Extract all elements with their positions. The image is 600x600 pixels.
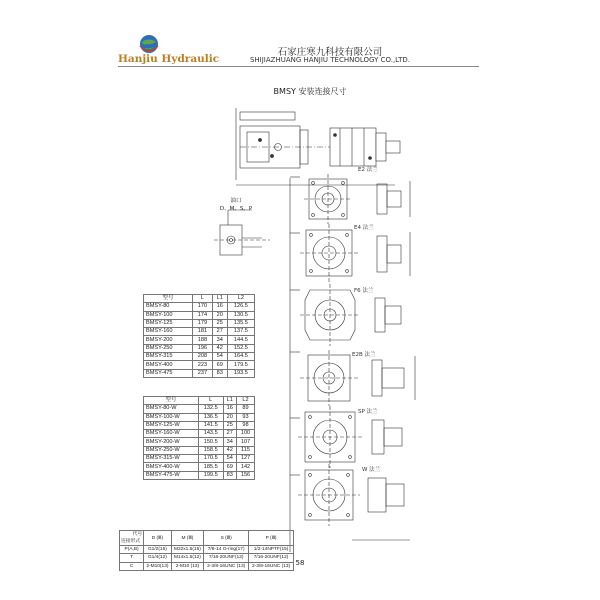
table-cell: 83 [223, 471, 236, 479]
table-row [144, 463, 255, 471]
table-header: S (Ⅲ) [204, 531, 249, 546]
table-cell: 69 [223, 463, 236, 471]
table-cell: 16 [212, 303, 227, 311]
table-row [144, 455, 255, 463]
table-row [144, 361, 255, 369]
table-cell: 143.5 [198, 430, 223, 438]
table-cell: 181 [193, 328, 213, 336]
corner-bottom-label: 连接形式 [121, 539, 141, 544]
table-cell: BMSY-475-W [144, 471, 199, 479]
table-cell: BMSY-200 [144, 336, 193, 344]
table-cell: 34 [223, 438, 236, 446]
table-cell: 185.5 [198, 463, 223, 471]
table-cell: 93 [237, 413, 255, 421]
table-header: 型号 [144, 295, 193, 303]
table-cell: 115 [237, 446, 255, 454]
port-detail-view [214, 210, 270, 255]
table-cell: 136.5 [198, 413, 223, 421]
table-row [144, 430, 255, 438]
table-cell: BMSY-400-W [144, 463, 199, 471]
flange-e4-drawing [300, 224, 410, 282]
table-cell: G1/4(12) [144, 554, 171, 562]
table-cell: BMSY-100 [144, 311, 193, 319]
table-cell: 223 [193, 361, 213, 369]
table-cell: BMSY-160 [144, 328, 193, 336]
table-cell: 89 [237, 405, 255, 413]
table-cell: 7/8-14 O-ring(17) [204, 546, 249, 554]
table-row [144, 344, 255, 352]
table-cell: BMSY-250 [144, 344, 193, 352]
motor-body-view [330, 128, 400, 166]
table-row [144, 446, 255, 454]
flange-sp-label: SP 法兰 [358, 409, 378, 415]
table-cell: 7/16-20UNF(12) [204, 554, 249, 562]
table-cell: 199.5 [198, 471, 223, 479]
table-cell: BMSY-100-W [144, 413, 199, 421]
table-cell: 25 [212, 319, 227, 327]
table-cell: BMSY-200-W [144, 438, 199, 446]
table-cell: 100 [237, 430, 255, 438]
table-cell: BMSY-250-W [144, 446, 199, 454]
table-cell: 7/16-20UNF(12) [249, 554, 294, 562]
table-cell: 130.5 [227, 311, 254, 319]
table-row [120, 546, 294, 554]
corner-top-label: 代号 [132, 532, 143, 537]
flange-e2-drawing [304, 174, 410, 224]
table-cell: BMSY-125-W [144, 421, 199, 429]
table-cell: 144.5 [227, 336, 254, 344]
table-cell: 2-M10 (13) [171, 562, 204, 570]
table-cell: 126.5 [227, 303, 254, 311]
table-row [144, 353, 255, 361]
table-cell: 141.5 [198, 421, 223, 429]
table-row [144, 369, 255, 377]
table-cell: BMSY-475 [144, 369, 193, 377]
table-header: D (Ⅲ) [144, 531, 171, 546]
table-header: L2 [227, 295, 254, 303]
port-table-corner [120, 531, 144, 546]
page-number: 58 [295, 559, 305, 567]
table-cell: 98 [237, 421, 255, 429]
flange-e2-label: E2 法兰 [358, 167, 378, 173]
dimension-table-standard [143, 294, 255, 378]
table-row [144, 421, 255, 429]
table-cell: 152.5 [227, 344, 254, 352]
table-cell: 20 [223, 413, 236, 421]
table-cell: 135.5 [227, 319, 254, 327]
flange-sp-drawing [298, 406, 402, 468]
table-cell: 34 [212, 336, 227, 344]
company-logo-text: Hanjiu Hydraulic [118, 53, 220, 65]
table-cell: 174 [193, 311, 213, 319]
table-row [144, 438, 255, 446]
company-name-english: SHIJIAZHUANG HANJIU TECHNOLOGY CO.,LTD. [249, 56, 411, 64]
table-cell: 193.5 [227, 369, 254, 377]
table-cell: 83 [212, 369, 227, 377]
table-row [144, 471, 255, 479]
table-row [144, 336, 255, 344]
table-header: 型号 [144, 397, 199, 405]
table-header: L1 [212, 295, 227, 303]
table-cell: 42 [212, 344, 227, 352]
table-cell: 196 [193, 344, 213, 352]
dimension-table-w [143, 396, 255, 480]
port-label [196, 197, 276, 213]
table-cell: BMSY-80-W [144, 405, 199, 413]
table-row [144, 303, 255, 311]
flange-e2b-drawing [300, 350, 415, 406]
table-row [144, 319, 255, 327]
table-cell: 179.5 [227, 361, 254, 369]
table-row [144, 328, 255, 336]
table-cell: T [120, 554, 144, 562]
table-cell: 2-M10(13) [144, 562, 171, 570]
table-cell: 27 [223, 430, 236, 438]
table-cell: BMSY-125 [144, 319, 193, 327]
table-cell: 137.5 [227, 328, 254, 336]
table-cell: 188 [193, 336, 213, 344]
table-cell: 156 [237, 471, 255, 479]
table-row [120, 562, 294, 570]
port-label-codes: D、M、S、P [219, 206, 253, 212]
table-row [120, 554, 294, 562]
table-header: L1 [223, 397, 236, 405]
table-cell: 54 [223, 455, 236, 463]
table-cell: M22x1.5(15) [171, 546, 204, 554]
table-cell: 132.5 [198, 405, 223, 413]
table-cell: 158.5 [198, 446, 223, 454]
table-cell: 54 [212, 353, 227, 361]
table-cell: BMSY-80 [144, 303, 193, 311]
table-cell: 208 [193, 353, 213, 361]
page-title: BMSY 安装连接尺寸 [273, 87, 347, 96]
table-cell: 20 [212, 311, 227, 319]
table-cell: 16 [223, 405, 236, 413]
table-header: L2 [237, 397, 255, 405]
table-cell: BMSY-315 [144, 353, 193, 361]
table-row [144, 413, 255, 421]
port-connection-table [119, 530, 294, 571]
table-cell: 27 [212, 328, 227, 336]
table-row [144, 405, 255, 413]
table-cell: 1/2-14NPTF(15) [249, 546, 294, 554]
flange-f6-drawing [300, 284, 401, 346]
flange-w-drawing [298, 464, 410, 540]
table-header: M (Ⅲ) [171, 531, 204, 546]
table-cell: 42 [223, 446, 236, 454]
flange-w-label: W 法兰 [362, 467, 381, 473]
table-cell: 2-3/8-16UNC (13) [204, 562, 249, 570]
table-cell: M14x1.5(12) [171, 554, 204, 562]
table-cell: C [120, 562, 144, 570]
company-name-chinese: 石家庄寒九科技有限公司 [277, 47, 383, 58]
flange-e2b-label: E2B 法兰 [352, 352, 376, 358]
table-cell: 69 [212, 361, 227, 369]
table-cell: G1/2(15) [144, 546, 171, 554]
table-row [144, 311, 255, 319]
flange-e4-label: E4 法兰 [354, 225, 374, 231]
table-cell: 164.5 [227, 353, 254, 361]
table-cell: 127 [237, 455, 255, 463]
flange-f6-label: F6 法兰 [354, 288, 374, 294]
table-cell: BMSY-400 [144, 361, 193, 369]
port-label-title: 油口 [230, 198, 242, 204]
table-cell: BMSY-160-W [144, 430, 199, 438]
table-cell: 2-3/8-16UNC (13) [249, 562, 294, 570]
table-cell: 237 [193, 369, 213, 377]
table-cell: 179 [193, 319, 213, 327]
table-cell: 170.5 [198, 455, 223, 463]
table-cell: BMSY-315-W [144, 455, 199, 463]
table-header: P (Ⅲ) [249, 531, 294, 546]
table-header: L [193, 295, 213, 303]
table-cell: 170 [193, 303, 213, 311]
table-cell: P(A,B) [120, 546, 144, 554]
table-cell: 150.5 [198, 438, 223, 446]
table-cell: 107 [237, 438, 255, 446]
table-cell: 25 [223, 421, 236, 429]
table-cell: 142 [237, 463, 255, 471]
table-header: L [198, 397, 223, 405]
